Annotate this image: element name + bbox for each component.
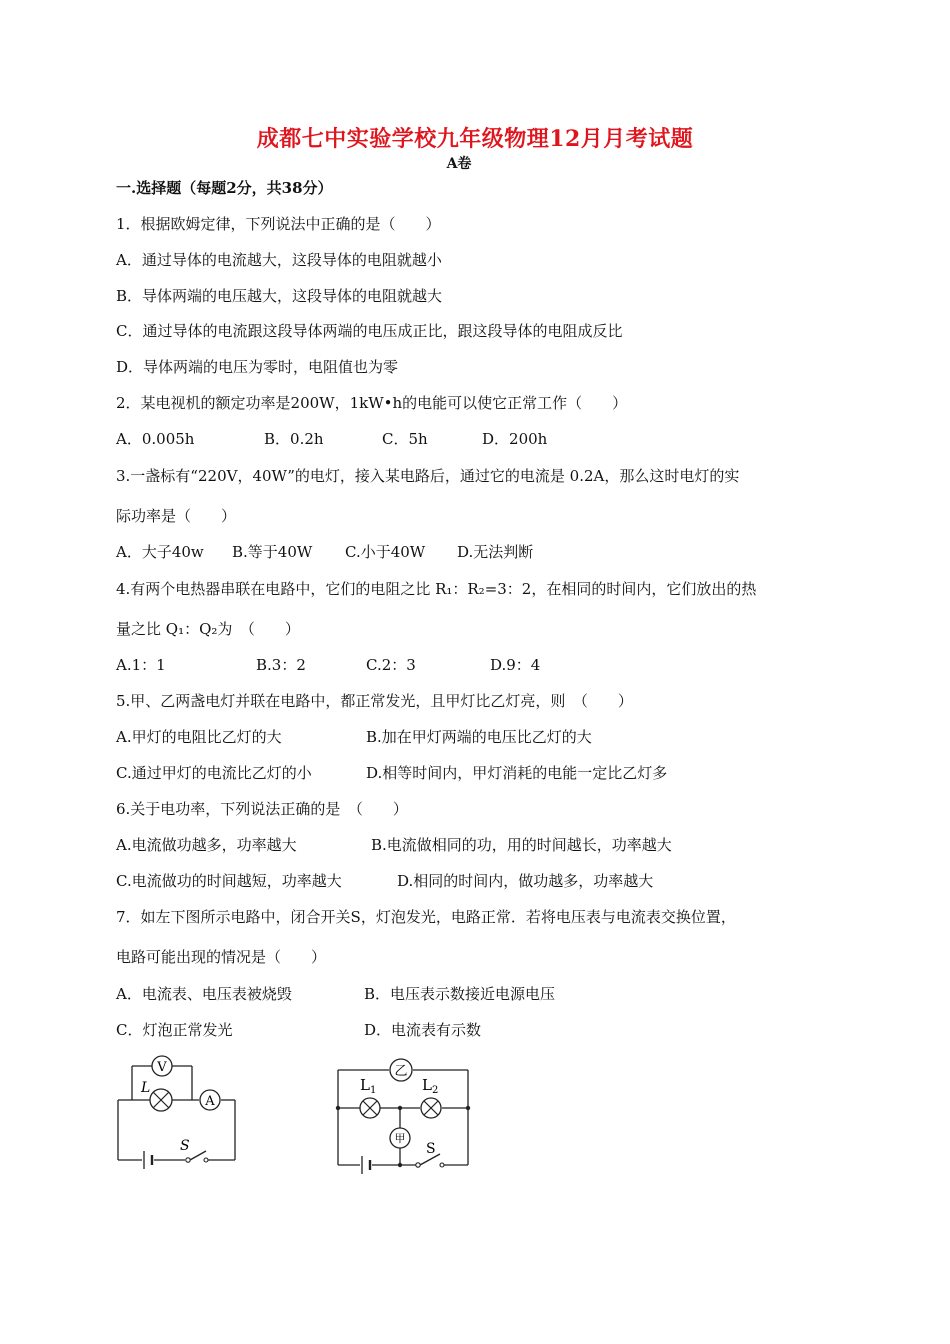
meter-yi-label: 乙	[394, 1064, 408, 1079]
question-7-stem-line-1: 7．如左下图所示电路中，闭合开关S，灯泡发光，电路正常．若将电压表与电流表交换位置，	[116, 908, 736, 926]
question-6-stem: 6.关于电功率，下列说法正确的是 （ ）	[116, 800, 408, 818]
circuit-diagram-right	[330, 1050, 475, 1182]
switch-label: S	[180, 1138, 190, 1154]
question-4-stem-line-1: 4.有两个电热器串联在电路中，它们的电阻之比 R₁：R₂=3：2，在相同的时间内，它们放出的热	[116, 580, 757, 598]
question-3-option-a: A．大子40w	[116, 543, 204, 561]
question-5-option-d: D.相等时间内，甲灯消耗的电能一定比乙灯多	[366, 764, 668, 782]
question-7-option-a: A．电流表、电压表被烧毁	[116, 985, 292, 1003]
lamp-l1-symbol	[360, 1098, 380, 1118]
question-1-stem: 1．根据欧姆定律，下列说法中正确的是（ ）	[116, 215, 441, 233]
question-5-option-c: C.通过甲灯的电流比乙灯的小	[116, 764, 312, 782]
section-heading: 一.选择题（每题2分，共38分）	[116, 179, 333, 197]
question-7-stem-line-2: 电路可能出现的情况是（ ）	[116, 948, 327, 966]
circuit-diagram-left	[110, 1050, 245, 1175]
lamp-l1-label: $L_1$	[360, 1076, 377, 1096]
question-2-option-c: C．5h	[382, 430, 428, 448]
question-1-option-b: B．导体两端的电压越大，这段导体的电阻就越大	[116, 287, 443, 305]
question-2-option-a: A．0.005h	[116, 430, 195, 448]
question-4-stem-line-2: 量之比 Q₁：Q₂为 （ ）	[116, 620, 300, 638]
meter-jia-label: 甲	[394, 1132, 406, 1145]
question-1-option-a: A．通过导体的电流越大，这段导体的电阻就越小	[116, 251, 442, 269]
question-4-option-c: C.2：3	[366, 656, 416, 674]
switch-label: S	[426, 1141, 436, 1157]
page-title: 成都七中实验学校九年级物理12月月考试题	[256, 126, 694, 152]
question-5-option-b: B.加在甲灯两端的电压比乙灯的大	[366, 728, 592, 746]
question-1-option-c: C．通过导体的电流跟这段导体两端的电压成正比，跟这段导体的电阻成反比	[116, 322, 623, 340]
question-6-option-a: A.电流做功越多，功率越大	[116, 836, 297, 854]
question-5-stem: 5.甲、乙两盏电灯并联在电路中，都正常发光，且甲灯比乙灯亮，则 （ ）	[116, 692, 633, 710]
paper-subtitle: A卷	[446, 156, 472, 172]
question-6-option-c: C.电流做功的时间越短，功率越大	[116, 872, 342, 890]
question-4-option-b: B.3：2	[256, 656, 306, 674]
question-3-option-b: B.等于40W	[232, 543, 313, 561]
question-2-option-b: B．0.2h	[264, 430, 324, 448]
question-7-option-b: B．电压表示数接近电源电压	[364, 985, 556, 1003]
question-7-option-d: D．电流表有示数	[364, 1021, 482, 1039]
question-7-option-c: C．灯泡正常发光	[116, 1021, 233, 1039]
question-4-option-a: A.1：1	[116, 656, 166, 674]
question-3-stem-line-2: 际功率是（ ）	[116, 507, 237, 525]
question-3-stem-line-1: 3.一盏标有“220V，40W”的电灯，接入某电路后，通过它的电流是 0.2A，那么这时电灯的实	[116, 467, 740, 485]
lamp-symbol	[150, 1089, 172, 1111]
question-2-stem: 2．某电视机的额定功率是200W，1kW•h的电能可以使它正常工作（ ）	[116, 394, 628, 412]
question-5-option-a: A.甲灯的电阻比乙灯的大	[116, 728, 282, 746]
question-2-option-d: D．200h	[482, 430, 548, 448]
lamp-l2-symbol	[421, 1098, 441, 1118]
question-4-option-d: D.9：4	[490, 656, 541, 674]
voltmeter-label: V	[157, 1060, 167, 1075]
lamp-l2-label: $L_2$	[422, 1076, 439, 1096]
ammeter-label: A	[205, 1094, 215, 1109]
question-1-option-d: D．导体两端的电压为零时，电阻值也为零	[116, 358, 399, 376]
question-3-option-c: C.小于40W	[345, 543, 426, 561]
lamp-label: L	[141, 1080, 151, 1096]
question-6-option-d: D.相同的时间内，做功越多，功率越大	[397, 872, 654, 890]
question-6-option-b: B.电流做相同的功，用的时间越长，功率越大	[371, 836, 672, 854]
question-3-option-d: D.无法判断	[457, 543, 534, 561]
